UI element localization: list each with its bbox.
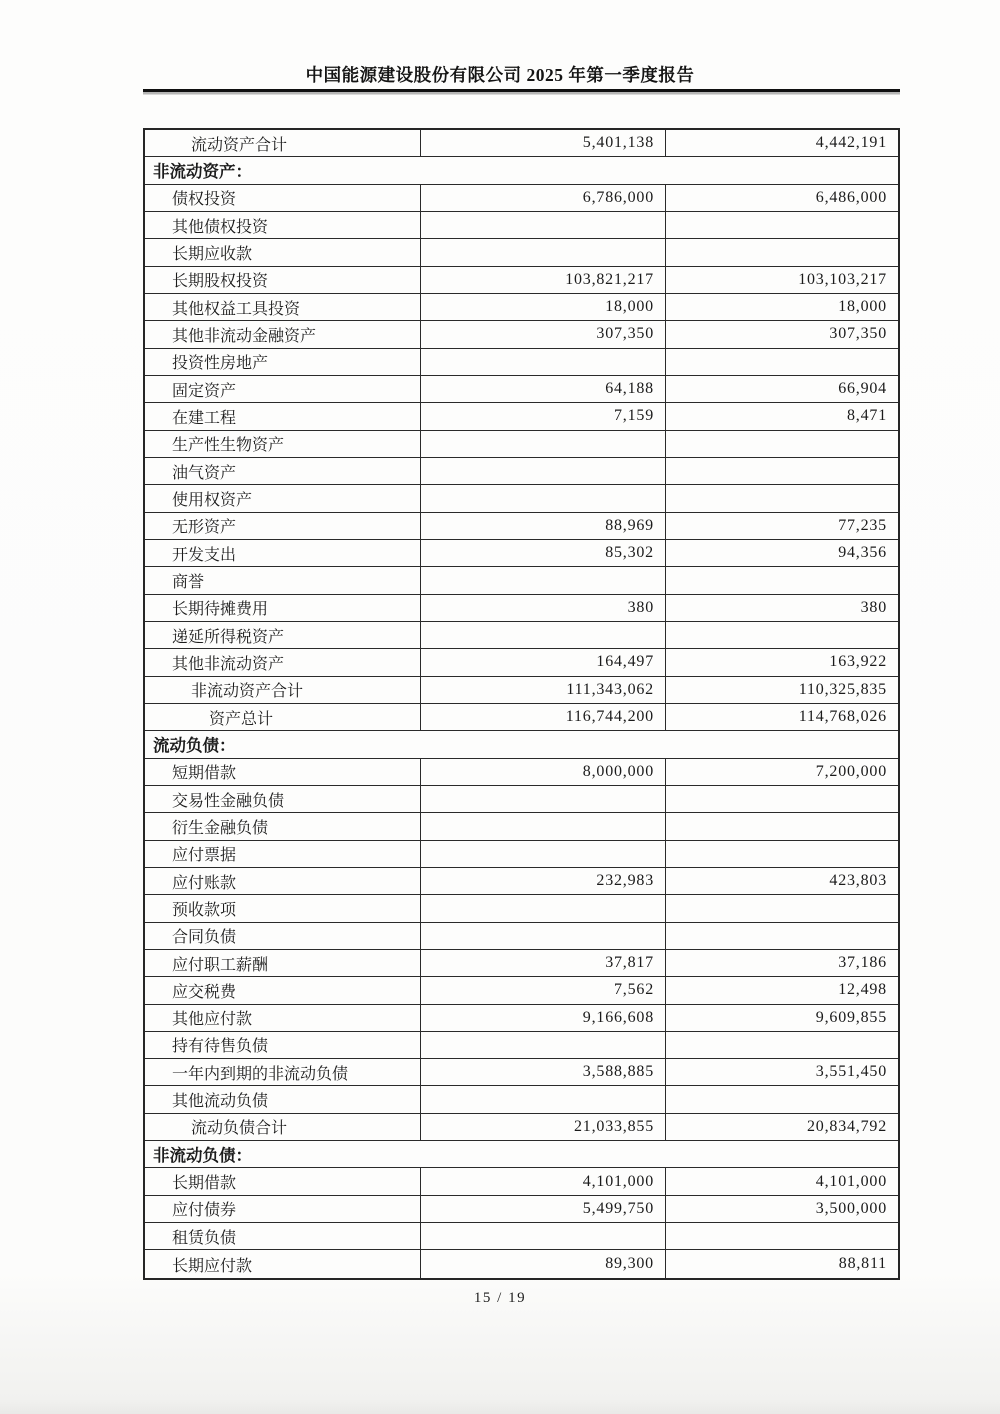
amount-period-begin: 110,325,835 xyxy=(665,677,898,703)
table-row xyxy=(145,649,898,676)
table-row xyxy=(145,185,898,212)
amount-period-end: 89,300 xyxy=(420,1250,665,1277)
table-row xyxy=(145,950,898,977)
section-header-row xyxy=(145,1141,898,1168)
item-label: 应付票据 xyxy=(172,847,237,865)
table-row xyxy=(145,704,898,731)
table-row xyxy=(145,622,898,649)
amount-period-end xyxy=(420,485,665,511)
amount-period-begin: 114,768,026 xyxy=(665,704,898,730)
table-row xyxy=(145,923,898,950)
item-label: 其他权益工具投资 xyxy=(172,300,301,318)
item-label: 短期借款 xyxy=(172,765,237,783)
item-label: 非流动资产合计 xyxy=(191,683,304,701)
item-label: 其他流动负债 xyxy=(172,1093,269,1111)
amount-period-begin xyxy=(665,813,898,839)
table-row xyxy=(145,294,898,321)
amount-period-begin: 4,101,000 xyxy=(665,1168,898,1194)
item-label: 递延所得税资产 xyxy=(172,628,285,646)
amount-period-begin xyxy=(665,1032,898,1058)
page-number: 15 / 19 xyxy=(473,1290,527,1306)
table-row xyxy=(145,841,898,868)
amount-period-end: 5,401,138 xyxy=(420,130,665,156)
amount-period-begin xyxy=(665,622,898,648)
table-row xyxy=(145,786,898,813)
item-label: 应付职工薪酬 xyxy=(172,956,269,974)
table-row xyxy=(145,349,898,376)
item-label: 其他非流动资产 xyxy=(172,655,285,673)
table-row xyxy=(145,868,898,895)
amount-period-end: 3,588,885 xyxy=(420,1059,665,1085)
amount-period-end: 116,744,200 xyxy=(420,704,665,730)
table-row xyxy=(145,130,898,157)
amount-period-end xyxy=(420,567,665,593)
item-label: 开发支出 xyxy=(172,546,237,564)
item-label: 一年内到期的非流动负债 xyxy=(172,1065,349,1083)
amount-period-end xyxy=(420,813,665,839)
amount-period-begin: 307,350 xyxy=(665,321,898,347)
item-label: 长期应付款 xyxy=(172,1257,253,1275)
amount-period-end: 103,821,217 xyxy=(420,267,665,293)
amount-period-end: 85,302 xyxy=(420,540,665,566)
table-row xyxy=(145,1114,898,1141)
section-title: 非流动负债： xyxy=(153,1146,252,1166)
section-title: 流动负债： xyxy=(153,736,236,756)
amount-period-end xyxy=(420,239,665,265)
amount-period-end: 232,983 xyxy=(420,868,665,894)
item-label: 生产性生物资产 xyxy=(172,437,285,455)
amount-period-begin: 103,103,217 xyxy=(665,267,898,293)
amount-period-begin: 37,186 xyxy=(665,950,898,976)
table-row xyxy=(145,595,898,622)
amount-period-end: 111,343,062 xyxy=(420,677,665,703)
amount-period-end: 64,188 xyxy=(420,376,665,402)
table-row xyxy=(145,567,898,594)
amount-period-end: 380 xyxy=(420,595,665,621)
table-row xyxy=(145,677,898,704)
amount-period-end xyxy=(420,431,665,457)
item-label: 油气资产 xyxy=(172,464,237,482)
table-row xyxy=(145,813,898,840)
amount-period-end: 37,817 xyxy=(420,950,665,976)
table-row xyxy=(145,267,898,294)
amount-period-end: 307,350 xyxy=(420,321,665,347)
item-label: 长期应收款 xyxy=(172,245,253,263)
amount-period-begin xyxy=(665,895,898,921)
item-label: 投资性房地产 xyxy=(172,355,269,373)
amount-period-begin: 3,500,000 xyxy=(665,1196,898,1222)
amount-period-begin: 94,356 xyxy=(665,540,898,566)
amount-period-begin: 7,200,000 xyxy=(665,759,898,785)
item-label: 持有待售负债 xyxy=(172,1038,269,1056)
amount-period-end: 7,562 xyxy=(420,977,665,1003)
item-label: 固定资产 xyxy=(172,382,237,400)
amount-period-end: 18,000 xyxy=(420,294,665,320)
table-row xyxy=(145,212,898,239)
item-label: 其他债权投资 xyxy=(172,218,269,236)
item-label: 流动负债合计 xyxy=(191,1120,288,1138)
item-label: 债权投资 xyxy=(172,191,237,209)
amount-period-begin: 8,471 xyxy=(665,403,898,429)
amount-period-begin xyxy=(665,786,898,812)
item-label: 无形资产 xyxy=(172,519,237,537)
item-label: 交易性金融负债 xyxy=(172,792,285,810)
table-row xyxy=(145,513,898,540)
amount-period-end xyxy=(420,458,665,484)
item-label: 长期股权投资 xyxy=(172,273,269,291)
section-title: 非流动资产： xyxy=(153,162,252,182)
amount-period-begin xyxy=(665,1223,898,1249)
amount-period-end: 6,786,000 xyxy=(420,185,665,211)
item-label: 租赁负债 xyxy=(172,1229,237,1247)
amount-period-end: 21,033,855 xyxy=(420,1114,665,1140)
amount-period-end: 5,499,750 xyxy=(420,1196,665,1222)
amount-period-end: 9,166,608 xyxy=(420,1005,665,1031)
item-label: 长期借款 xyxy=(172,1175,237,1193)
amount-period-begin: 6,486,000 xyxy=(665,185,898,211)
table-row xyxy=(145,1086,898,1113)
table-row xyxy=(145,485,898,512)
amount-period-begin: 423,803 xyxy=(665,868,898,894)
header-rule xyxy=(143,89,900,92)
amount-period-begin: 77,235 xyxy=(665,513,898,539)
amount-period-end xyxy=(420,1223,665,1249)
amount-period-end xyxy=(420,895,665,921)
table-row xyxy=(145,1059,898,1086)
amount-period-begin xyxy=(665,567,898,593)
item-label: 在建工程 xyxy=(172,409,237,427)
amount-period-end xyxy=(420,212,665,238)
amount-period-begin xyxy=(665,212,898,238)
amount-period-end: 164,497 xyxy=(420,649,665,675)
amount-period-begin: 66,904 xyxy=(665,376,898,402)
amount-period-end xyxy=(420,1032,665,1058)
table-row xyxy=(145,1196,898,1223)
amount-period-end: 7,159 xyxy=(420,403,665,429)
table-row xyxy=(145,540,898,567)
item-label: 使用权资产 xyxy=(172,491,253,509)
item-label: 其他非流动金融资产 xyxy=(172,327,317,345)
table-row xyxy=(145,1223,898,1250)
section-header-row xyxy=(145,731,898,758)
item-label: 应付账款 xyxy=(172,874,237,892)
item-label: 其他应付款 xyxy=(172,1011,253,1029)
item-label: 应交税费 xyxy=(172,983,237,1001)
amount-period-begin: 12,498 xyxy=(665,977,898,1003)
amount-period-begin: 4,442,191 xyxy=(665,130,898,156)
table-row xyxy=(145,1250,898,1277)
amount-period-end: 4,101,000 xyxy=(420,1168,665,1194)
amount-period-begin: 20,834,792 xyxy=(665,1114,898,1140)
amount-period-begin xyxy=(665,923,898,949)
amount-period-begin xyxy=(665,1086,898,1112)
section-header-row xyxy=(145,157,898,184)
table-row xyxy=(145,239,898,266)
amount-period-begin xyxy=(665,239,898,265)
amount-period-begin xyxy=(665,841,898,867)
amount-period-begin xyxy=(665,485,898,511)
table-row xyxy=(145,1005,898,1032)
amount-period-end xyxy=(420,349,665,375)
report-header-title: 中国能源建设股份有限公司 2025 年第一季度报告 xyxy=(305,65,695,85)
item-label: 衍生金融负债 xyxy=(172,819,269,837)
amount-period-begin xyxy=(665,458,898,484)
table-row xyxy=(145,321,898,348)
amount-period-end: 8,000,000 xyxy=(420,759,665,785)
table-row xyxy=(145,1032,898,1059)
amount-period-begin: 163,922 xyxy=(665,649,898,675)
amount-period-end xyxy=(420,622,665,648)
table-row xyxy=(145,376,898,403)
item-label: 商誉 xyxy=(172,573,205,591)
table-row xyxy=(145,403,898,430)
amount-period-end: 88,969 xyxy=(420,513,665,539)
item-label: 合同负债 xyxy=(172,929,237,947)
item-label: 预收款项 xyxy=(172,901,237,919)
item-label: 资产总计 xyxy=(209,710,274,728)
amount-period-end xyxy=(420,923,665,949)
table-row xyxy=(145,431,898,458)
amount-period-begin: 18,000 xyxy=(665,294,898,320)
item-label: 流动资产合计 xyxy=(191,136,288,154)
table-row xyxy=(145,1168,898,1195)
amount-period-begin xyxy=(665,431,898,457)
item-label: 长期待摊费用 xyxy=(172,601,269,619)
balance-sheet-table xyxy=(143,128,900,1280)
amount-period-begin xyxy=(665,349,898,375)
amount-period-end xyxy=(420,1086,665,1112)
table-row xyxy=(145,895,898,922)
amount-period-end xyxy=(420,786,665,812)
item-label: 应付债券 xyxy=(172,1202,237,1220)
amount-period-end xyxy=(420,841,665,867)
table-row xyxy=(145,977,898,1004)
table-row xyxy=(145,759,898,786)
table-row xyxy=(145,458,898,485)
amount-period-begin: 9,609,855 xyxy=(665,1005,898,1031)
amount-period-begin: 3,551,450 xyxy=(665,1059,898,1085)
amount-period-begin: 88,811 xyxy=(665,1250,898,1277)
amount-period-begin: 380 xyxy=(665,595,898,621)
